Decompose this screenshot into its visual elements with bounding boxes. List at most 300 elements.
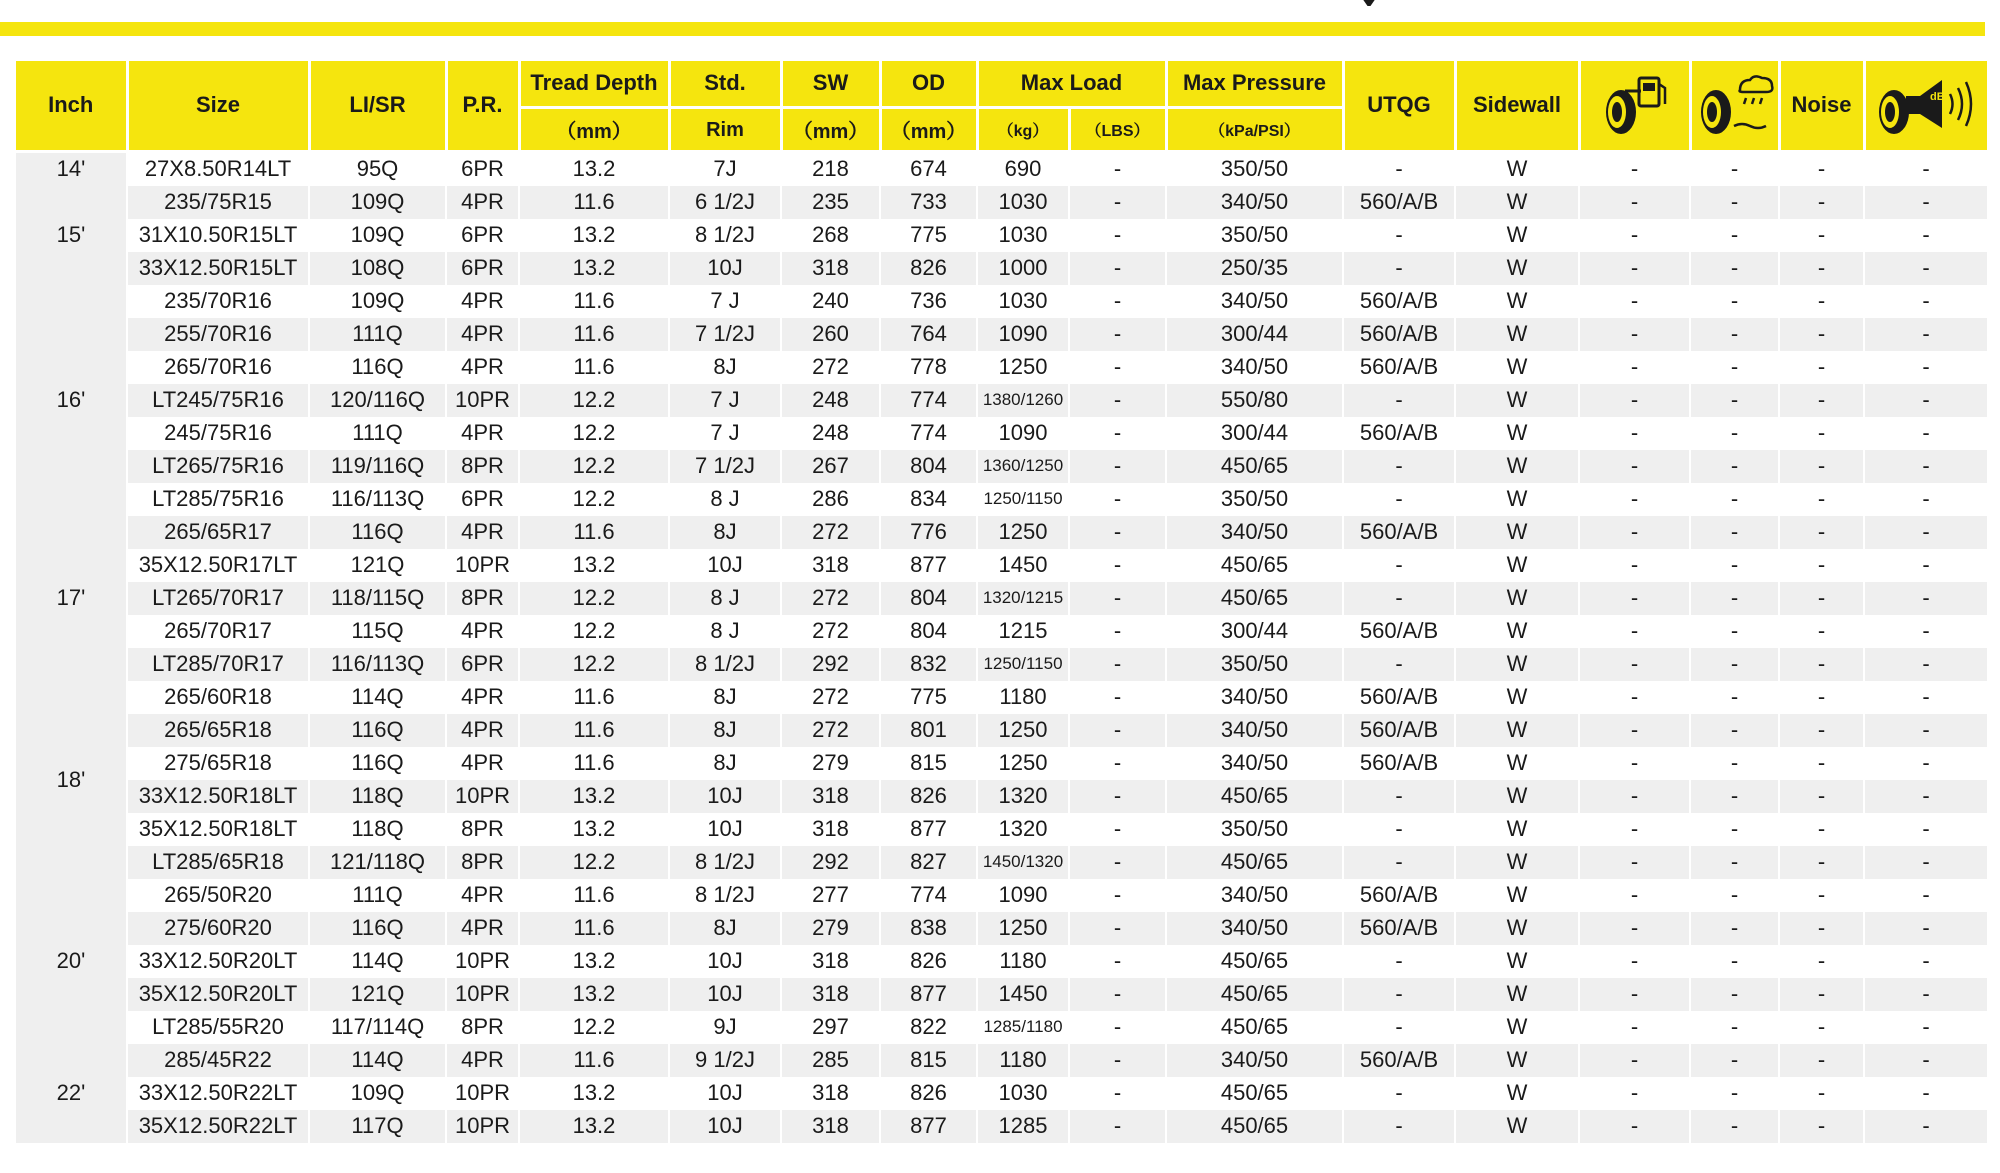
- table-row: [16, 582, 1988, 615]
- cell-noise-level: -: [1864, 252, 1988, 285]
- cell-sidewall: W: [1455, 549, 1579, 582]
- cell-sidewall: W: [1455, 681, 1579, 714]
- cell-sidewall: W: [1455, 285, 1579, 318]
- cell-tread-depth: 13.2: [519, 945, 669, 978]
- cell-fuel-efficiency: -: [1579, 318, 1690, 351]
- col-header-utqg: UTQG: [1343, 61, 1455, 151]
- cell-lisr: 111Q: [309, 417, 446, 450]
- cell-max-load-kg: 1320: [977, 780, 1069, 813]
- table-row: [16, 450, 1988, 483]
- cell-sw: 318: [781, 1077, 880, 1110]
- cell-sidewall: W: [1455, 1077, 1579, 1110]
- cell-pr: 4PR: [446, 747, 519, 780]
- cell-od: 877: [880, 978, 977, 1011]
- cell-tread-depth: 11.6: [519, 351, 669, 384]
- col-header-std: Std.: [669, 61, 781, 107]
- cell-tread-depth: 12.2: [519, 483, 669, 516]
- col-sub-max-pressure-unit: （kPa/PSI）: [1166, 107, 1343, 151]
- cell-size: 33X12.50R22LT: [127, 1077, 309, 1110]
- cell-wet-grip: -: [1690, 912, 1779, 945]
- cell-tread-depth: 13.2: [519, 1077, 669, 1110]
- cell-max-load-lbs: -: [1069, 582, 1166, 615]
- cell-od: 815: [880, 1044, 977, 1077]
- cell-max-load-lbs: -: [1069, 516, 1166, 549]
- cell-wet-grip: -: [1690, 846, 1779, 879]
- cell-max-load-kg: 1180: [977, 945, 1069, 978]
- cell-utqg: 560/A/B: [1343, 747, 1455, 780]
- cell-max-load-kg: 1450/1320: [977, 846, 1069, 879]
- cell-lisr: 109Q: [309, 219, 446, 252]
- cell-sw: 267: [781, 450, 880, 483]
- cell-wet-grip: -: [1690, 747, 1779, 780]
- cell-noise-level: -: [1864, 879, 1988, 912]
- cell-od: 764: [880, 318, 977, 351]
- cell-max-pressure: 340/50: [1166, 351, 1343, 384]
- cell-od: 804: [880, 450, 977, 483]
- cell-sidewall: W: [1455, 747, 1579, 780]
- cell-od: 736: [880, 285, 977, 318]
- cell-pr: 4PR: [446, 318, 519, 351]
- cell-sidewall: W: [1455, 151, 1579, 186]
- cell-fuel-efficiency: -: [1579, 582, 1690, 615]
- cell-size: LT285/75R16: [127, 483, 309, 516]
- cell-inch: 18': [16, 681, 127, 879]
- cell-noise-level: -: [1864, 516, 1988, 549]
- cell-od: 877: [880, 813, 977, 846]
- cell-fuel-efficiency: -: [1579, 714, 1690, 747]
- cell-noise-level: -: [1864, 582, 1988, 615]
- cell-wet-grip: -: [1690, 978, 1779, 1011]
- cell-noise-level: -: [1864, 1044, 1988, 1077]
- cell-max-pressure: 340/50: [1166, 516, 1343, 549]
- cell-noise-level: -: [1864, 714, 1988, 747]
- cell-max-pressure: 550/80: [1166, 384, 1343, 417]
- cell-wet-grip: -: [1690, 252, 1779, 285]
- cell-pr: 4PR: [446, 681, 519, 714]
- cell-pr: 6PR: [446, 151, 519, 186]
- cell-pr: 8PR: [446, 846, 519, 879]
- cell-inch: 16': [16, 285, 127, 516]
- table-row: [16, 846, 1988, 879]
- cell-tread-depth: 12.2: [519, 450, 669, 483]
- cell-tread-depth: 12.2: [519, 648, 669, 681]
- cell-std-rim: 8 J: [669, 582, 781, 615]
- cell-max-load-kg: 690: [977, 151, 1069, 186]
- cell-max-load-lbs: -: [1069, 912, 1166, 945]
- cell-lisr: 95Q: [309, 151, 446, 186]
- cell-pr: 4PR: [446, 285, 519, 318]
- cell-fuel-efficiency: -: [1579, 151, 1690, 186]
- cell-pr: 8PR: [446, 582, 519, 615]
- table-row: [16, 945, 1988, 978]
- cell-max-pressure: 340/50: [1166, 879, 1343, 912]
- cell-tread-depth: 11.6: [519, 879, 669, 912]
- cell-max-load-lbs: -: [1069, 945, 1166, 978]
- cell-max-pressure: 450/65: [1166, 1077, 1343, 1110]
- cell-max-load-lbs: -: [1069, 978, 1166, 1011]
- cell-wet-grip: -: [1690, 813, 1779, 846]
- cell-sidewall: W: [1455, 945, 1579, 978]
- cell-sw: 268: [781, 219, 880, 252]
- col-sub-od-unit: （mm）: [880, 107, 977, 151]
- cell-pr: 8PR: [446, 813, 519, 846]
- cell-size: 265/70R17: [127, 615, 309, 648]
- cell-sidewall: W: [1455, 615, 1579, 648]
- cell-fuel-efficiency: -: [1579, 384, 1690, 417]
- table-row: [16, 252, 1988, 285]
- cell-sw: 318: [781, 813, 880, 846]
- cell-noise-level: -: [1864, 1110, 1988, 1143]
- cell-pr: 4PR: [446, 186, 519, 219]
- cell-od: 776: [880, 516, 977, 549]
- cell-pr: 10PR: [446, 384, 519, 417]
- cell-od: 674: [880, 151, 977, 186]
- cell-sw: 318: [781, 252, 880, 285]
- table-row: [16, 747, 1988, 780]
- cell-sidewall: W: [1455, 318, 1579, 351]
- cell-max-load-kg: 1030: [977, 1077, 1069, 1110]
- cell-max-pressure: 450/65: [1166, 1011, 1343, 1044]
- cell-utqg: -: [1343, 219, 1455, 252]
- cell-sw: 292: [781, 648, 880, 681]
- cell-od: 804: [880, 615, 977, 648]
- cell-sw: 277: [781, 879, 880, 912]
- cell-pr: 4PR: [446, 351, 519, 384]
- cell-tread-depth: 12.2: [519, 384, 669, 417]
- col-sub-rim: Rim: [669, 107, 781, 151]
- cell-tread-depth: 11.6: [519, 714, 669, 747]
- cell-noise-level: -: [1864, 318, 1988, 351]
- cell-max-load-lbs: -: [1069, 1011, 1166, 1044]
- cell-pr: 6PR: [446, 219, 519, 252]
- cell-std-rim: 10J: [669, 780, 781, 813]
- cell-sw: 248: [781, 384, 880, 417]
- cell-tread-depth: 11.6: [519, 912, 669, 945]
- cell-fuel-efficiency: -: [1579, 483, 1690, 516]
- cell-pr: 4PR: [446, 879, 519, 912]
- cell-od: 838: [880, 912, 977, 945]
- cell-size: 33X12.50R20LT: [127, 945, 309, 978]
- cell-sw: 272: [781, 615, 880, 648]
- cell-lisr: 111Q: [309, 318, 446, 351]
- cell-std-rim: 10J: [669, 549, 781, 582]
- cell-pr: 10PR: [446, 1110, 519, 1143]
- cell-noise: -: [1779, 549, 1864, 582]
- cell-sidewall: W: [1455, 186, 1579, 219]
- cell-size: 275/60R20: [127, 912, 309, 945]
- cell-max-load-lbs: -: [1069, 879, 1166, 912]
- cell-noise: -: [1779, 1044, 1864, 1077]
- table-row: [16, 1077, 1988, 1110]
- cell-fuel-efficiency: -: [1579, 1011, 1690, 1044]
- cell-max-load-lbs: -: [1069, 384, 1166, 417]
- cell-std-rim: 7 J: [669, 285, 781, 318]
- cell-tread-depth: 13.2: [519, 151, 669, 186]
- cell-size: 27X8.50R14LT: [127, 151, 309, 186]
- cell-pr: 4PR: [446, 615, 519, 648]
- cell-size: 255/70R16: [127, 318, 309, 351]
- cell-fuel-efficiency: -: [1579, 648, 1690, 681]
- cell-std-rim: 8J: [669, 912, 781, 945]
- cell-max-load-lbs: -: [1069, 1044, 1166, 1077]
- cell-tread-depth: 13.2: [519, 780, 669, 813]
- cell-max-pressure: 340/50: [1166, 747, 1343, 780]
- cell-std-rim: 10J: [669, 1110, 781, 1143]
- cell-noise: -: [1779, 615, 1864, 648]
- cell-noise-level: -: [1864, 285, 1988, 318]
- cell-utqg: -: [1343, 549, 1455, 582]
- cell-size: 35X12.50R17LT: [127, 549, 309, 582]
- cell-max-load-lbs: -: [1069, 450, 1166, 483]
- cell-max-load-lbs: -: [1069, 285, 1166, 318]
- cell-noise: -: [1779, 582, 1864, 615]
- cell-fuel-efficiency: -: [1579, 1110, 1690, 1143]
- cell-std-rim: 10J: [669, 978, 781, 1011]
- cell-max-pressure: 350/50: [1166, 648, 1343, 681]
- cell-tread-depth: 11.6: [519, 285, 669, 318]
- cell-inch: 17': [16, 516, 127, 681]
- cell-max-load-kg: 1250: [977, 351, 1069, 384]
- cell-sw: 318: [781, 549, 880, 582]
- cell-max-pressure: 250/35: [1166, 252, 1343, 285]
- cell-wet-grip: -: [1690, 879, 1779, 912]
- cell-lisr: 111Q: [309, 879, 446, 912]
- cell-utqg: -: [1343, 1011, 1455, 1044]
- cell-max-pressure: 450/65: [1166, 945, 1343, 978]
- cell-size: 265/50R20: [127, 879, 309, 912]
- cell-max-load-kg: 1090: [977, 417, 1069, 450]
- cell-noise: -: [1779, 846, 1864, 879]
- cell-tread-depth: 13.2: [519, 219, 669, 252]
- svg-text:dB: dB: [1930, 91, 1945, 104]
- cell-pr: 10PR: [446, 945, 519, 978]
- cell-std-rim: 7 J: [669, 417, 781, 450]
- cell-size: LT265/75R16: [127, 450, 309, 483]
- cell-noise: -: [1779, 648, 1864, 681]
- cell-max-pressure: 300/44: [1166, 615, 1343, 648]
- cell-sw: 279: [781, 747, 880, 780]
- cell-noise: -: [1779, 483, 1864, 516]
- cell-fuel-efficiency: -: [1579, 879, 1690, 912]
- cell-std-rim: 7 J: [669, 384, 781, 417]
- cell-utqg: -: [1343, 252, 1455, 285]
- cell-max-load-kg: 1320: [977, 813, 1069, 846]
- cell-max-pressure: 340/50: [1166, 912, 1343, 945]
- cell-inch: 14': [16, 151, 127, 186]
- cell-noise: -: [1779, 681, 1864, 714]
- cell-std-rim: 9J: [669, 1011, 781, 1044]
- cell-utqg: 560/A/B: [1343, 318, 1455, 351]
- cell-od: 774: [880, 384, 977, 417]
- table-row: [16, 219, 1988, 252]
- table-row: [16, 1110, 1988, 1143]
- cell-size: LT285/65R18: [127, 846, 309, 879]
- cell-noise-level: -: [1864, 813, 1988, 846]
- cell-lisr: 114Q: [309, 681, 446, 714]
- cell-lisr: 116Q: [309, 351, 446, 384]
- cell-size: 35X12.50R18LT: [127, 813, 309, 846]
- cell-utqg: 560/A/B: [1343, 615, 1455, 648]
- cell-pr: 4PR: [446, 714, 519, 747]
- cell-max-load-kg: 1250/1150: [977, 483, 1069, 516]
- cell-utqg: 560/A/B: [1343, 879, 1455, 912]
- tire-fuel-efficiency-icon: [1601, 74, 1669, 136]
- cell-noise: -: [1779, 252, 1864, 285]
- cell-od: 827: [880, 846, 977, 879]
- cell-max-load-lbs: -: [1069, 813, 1166, 846]
- cell-sidewall: W: [1455, 1044, 1579, 1077]
- cell-noise: -: [1779, 1011, 1864, 1044]
- table-row: [16, 384, 1988, 417]
- cell-tread-depth: 13.2: [519, 549, 669, 582]
- cell-pr: 8PR: [446, 1011, 519, 1044]
- tire-wet-grip-icon: [1694, 74, 1776, 136]
- cell-max-load-kg: 1450: [977, 549, 1069, 582]
- cell-sw: 292: [781, 846, 880, 879]
- cell-lisr: 116Q: [309, 714, 446, 747]
- cell-noise-level: -: [1864, 549, 1988, 582]
- cell-od: 774: [880, 417, 977, 450]
- cell-noise-level: -: [1864, 219, 1988, 252]
- cell-fuel-efficiency: -: [1579, 1077, 1690, 1110]
- cell-max-pressure: 350/50: [1166, 219, 1343, 252]
- cell-noise: -: [1779, 714, 1864, 747]
- table-row: [16, 483, 1988, 516]
- cell-max-pressure: 350/50: [1166, 483, 1343, 516]
- cell-noise: -: [1779, 516, 1864, 549]
- cell-sidewall: W: [1455, 450, 1579, 483]
- cell-utqg: 560/A/B: [1343, 1044, 1455, 1077]
- cell-tread-depth: 13.2: [519, 1110, 669, 1143]
- cell-size: 235/75R15: [127, 186, 309, 219]
- cell-size: 33X12.50R18LT: [127, 780, 309, 813]
- cell-max-load-lbs: -: [1069, 417, 1166, 450]
- cell-od: 801: [880, 714, 977, 747]
- cell-lisr: 121Q: [309, 978, 446, 1011]
- cell-od: 826: [880, 780, 977, 813]
- table-row: [16, 186, 1988, 219]
- cell-lisr: 108Q: [309, 252, 446, 285]
- cell-size: 31X10.50R15LT: [127, 219, 309, 252]
- cell-pr: 4PR: [446, 417, 519, 450]
- cell-size: 35X12.50R20LT: [127, 978, 309, 1011]
- col-sub-max-load-lbs: （LBS）: [1069, 107, 1166, 151]
- cell-utqg: -: [1343, 978, 1455, 1011]
- cell-size: 265/70R16: [127, 351, 309, 384]
- cell-sidewall: W: [1455, 780, 1579, 813]
- cell-wet-grip: -: [1690, 516, 1779, 549]
- cell-wet-grip: -: [1690, 648, 1779, 681]
- tire-spec-table: [16, 61, 1990, 1143]
- cell-od: 826: [880, 1077, 977, 1110]
- cell-od: 775: [880, 681, 977, 714]
- cell-std-rim: 8J: [669, 714, 781, 747]
- cell-max-pressure: 340/50: [1166, 186, 1343, 219]
- cell-od: 775: [880, 219, 977, 252]
- cell-utqg: -: [1343, 1110, 1455, 1143]
- cell-fuel-efficiency: -: [1579, 681, 1690, 714]
- cell-sw: 318: [781, 978, 880, 1011]
- cell-fuel-efficiency: -: [1579, 516, 1690, 549]
- col-header-wet-grip: [1690, 61, 1779, 151]
- cell-std-rim: 8J: [669, 516, 781, 549]
- cell-wet-grip: -: [1690, 1077, 1779, 1110]
- cell-sidewall: W: [1455, 978, 1579, 1011]
- cell-std-rim: 8 J: [669, 615, 781, 648]
- cell-fuel-efficiency: -: [1579, 945, 1690, 978]
- cell-noise-level: -: [1864, 945, 1988, 978]
- cell-od: 778: [880, 351, 977, 384]
- cell-wet-grip: -: [1690, 1110, 1779, 1143]
- cell-noise-level: -: [1864, 384, 1988, 417]
- table-row: [16, 912, 1988, 945]
- cell-noise-level: -: [1864, 1077, 1988, 1110]
- cell-sw: 260: [781, 318, 880, 351]
- cell-noise-level: -: [1864, 978, 1988, 1011]
- cell-pr: 10PR: [446, 1077, 519, 1110]
- tire-noise-speaker-icon: [1876, 74, 1976, 136]
- cell-max-pressure: 340/50: [1166, 285, 1343, 318]
- table-row: [16, 615, 1988, 648]
- cell-fuel-efficiency: -: [1579, 351, 1690, 384]
- table-row: [16, 351, 1988, 384]
- cell-inch: 20': [16, 879, 127, 1044]
- cell-utqg: -: [1343, 450, 1455, 483]
- cell-utqg: -: [1343, 846, 1455, 879]
- cell-wet-grip: -: [1690, 351, 1779, 384]
- cell-utqg: 560/A/B: [1343, 681, 1455, 714]
- cell-std-rim: 8J: [669, 747, 781, 780]
- cell-noise: -: [1779, 879, 1864, 912]
- cell-noise-level: -: [1864, 615, 1988, 648]
- cell-max-load-kg: 1360/1250: [977, 450, 1069, 483]
- cell-size: 265/60R18: [127, 681, 309, 714]
- col-header-pr: P.R.: [446, 61, 519, 151]
- cell-utqg: -: [1343, 648, 1455, 681]
- cell-noise: -: [1779, 384, 1864, 417]
- cell-lisr: 120/116Q: [309, 384, 446, 417]
- cell-noise-level: -: [1864, 780, 1988, 813]
- cell-wet-grip: -: [1690, 582, 1779, 615]
- cell-max-pressure: 340/50: [1166, 714, 1343, 747]
- cell-pr: 8PR: [446, 450, 519, 483]
- cell-wet-grip: -: [1690, 285, 1779, 318]
- table-row: [16, 516, 1988, 549]
- cell-std-rim: 8 J: [669, 483, 781, 516]
- cell-pr: 4PR: [446, 1044, 519, 1077]
- cell-fuel-efficiency: -: [1579, 417, 1690, 450]
- cell-std-rim: 10J: [669, 252, 781, 285]
- cell-lisr: 116Q: [309, 516, 446, 549]
- cell-tread-depth: 11.6: [519, 318, 669, 351]
- cell-sw: 272: [781, 714, 880, 747]
- cell-od: 877: [880, 549, 977, 582]
- cell-std-rim: 8 1/2J: [669, 846, 781, 879]
- cell-noise: -: [1779, 351, 1864, 384]
- cell-pr: 4PR: [446, 912, 519, 945]
- cell-sw: 318: [781, 945, 880, 978]
- cell-max-load-kg: 1000: [977, 252, 1069, 285]
- cell-tread-depth: 12.2: [519, 582, 669, 615]
- cell-fuel-efficiency: -: [1579, 186, 1690, 219]
- cell-sw: 248: [781, 417, 880, 450]
- cell-max-load-kg: 1320/1215: [977, 582, 1069, 615]
- cell-noise-level: -: [1864, 681, 1988, 714]
- cell-max-load-kg: 1250: [977, 912, 1069, 945]
- cell-max-pressure: 350/50: [1166, 151, 1343, 186]
- cell-max-load-lbs: -: [1069, 351, 1166, 384]
- cell-od: 822: [880, 1011, 977, 1044]
